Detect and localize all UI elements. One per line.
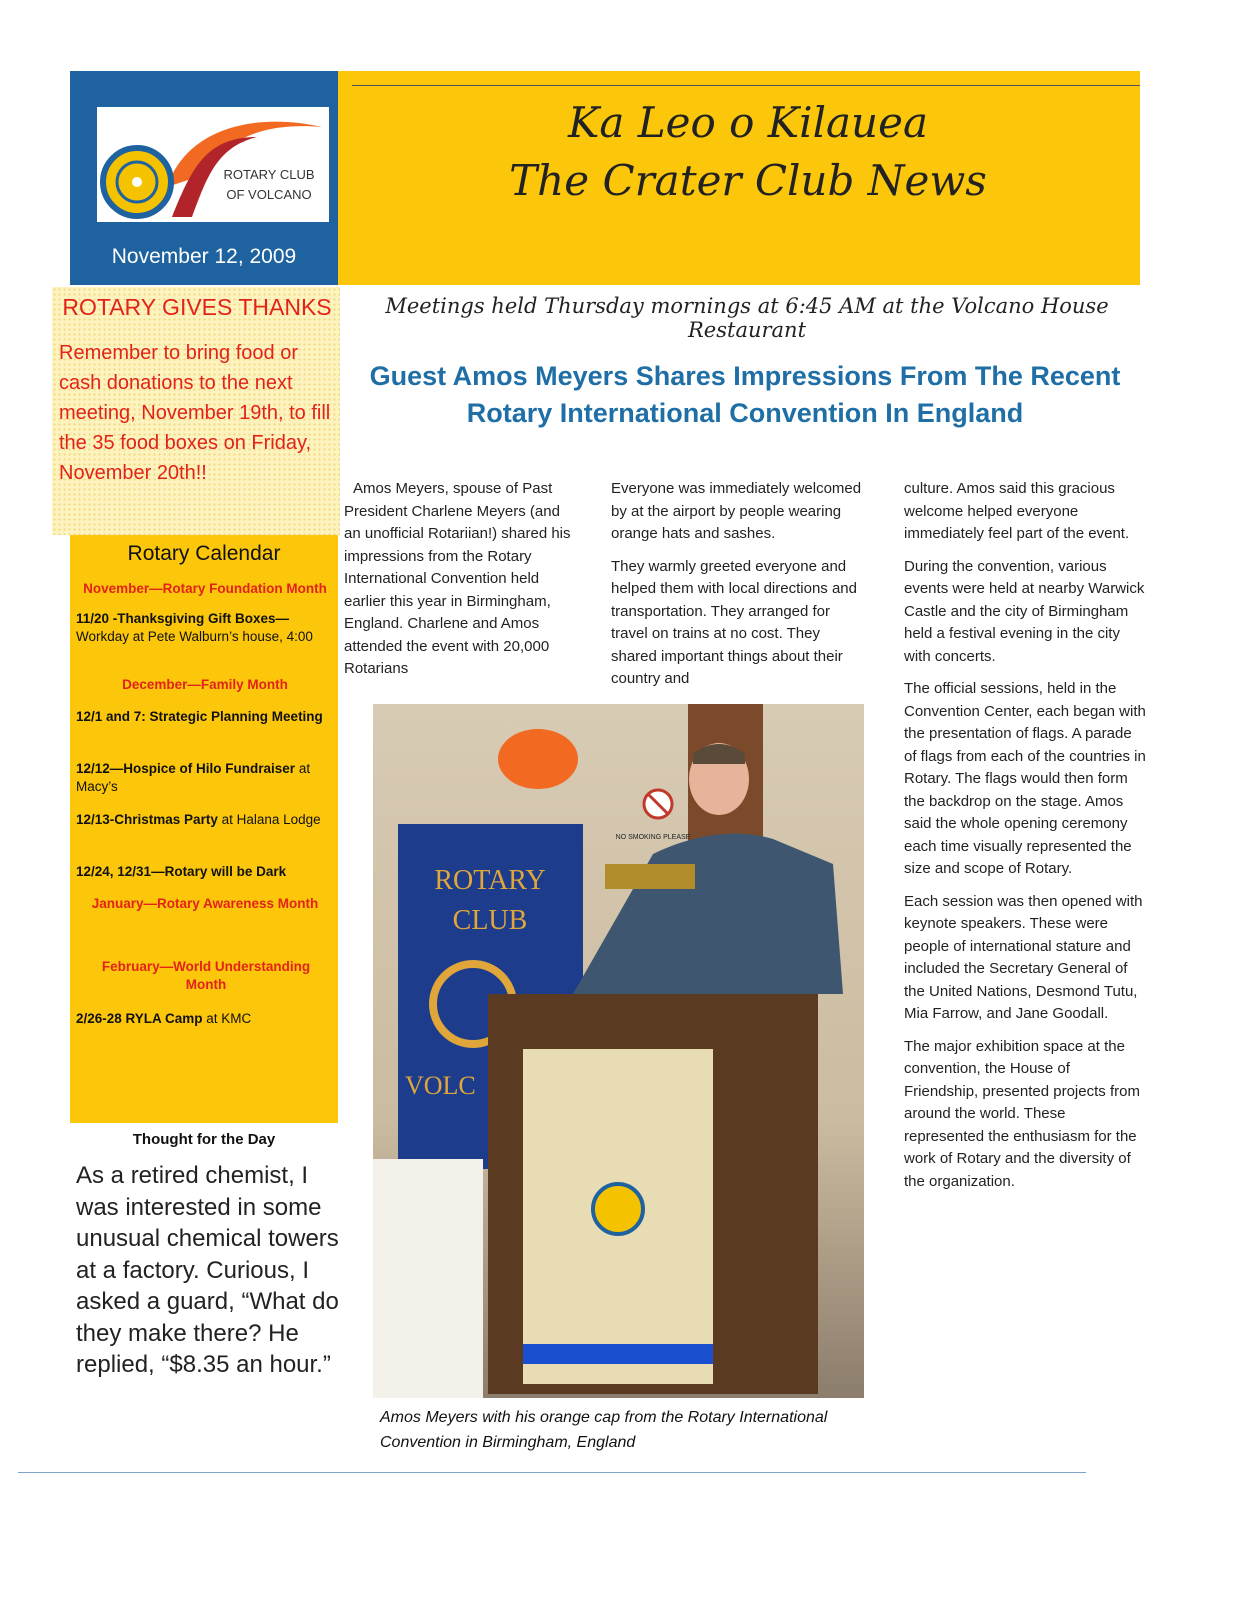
event-detail: at KMC	[202, 1011, 252, 1026]
calendar-month: December—Family Month	[122, 677, 288, 692]
paragraph: Amos Meyers, spouse of Past President Charlene Meyers (and an unofficial Rotariian!) shared his impressions from the Rotary International Convention held earlier this year in Birmingham, England. Charlene and Amos attended the event with 20,000 Rotarians	[344, 480, 571, 677]
event-detail: at Macy’s	[76, 761, 311, 794]
calendar-title: Rotary Calendar	[127, 542, 281, 565]
article-column-3	[904, 478, 1146, 1203]
thought-text: As a retired chemist, I was interested in some unusual chemical towers at a factory. Curious, I asked a guard, “What do they make there? He replied, “$8.35 an hour.”	[76, 1162, 339, 1378]
meeting-info: Meetings held Thursday mornings at 6:45 AM at the Volcano House Restaurant	[385, 294, 1109, 342]
article-headline: Guest Amos Meyers Shares Impressions From The Recent Rotary International Convention In England	[369, 361, 1121, 428]
calendar-month: November—Rotary Foundation Month	[83, 581, 327, 596]
paragraph: They warmly greeted everyone and helped them with local directions and transportation. They arranged for travel on trains at no cost. They shared important things about their country and	[611, 557, 857, 687]
svg-text:VOLC: VOLC	[405, 1071, 476, 1100]
calendar-event	[76, 610, 334, 646]
event-title: 12/1 and 7: Strategic Planning Meeting	[76, 709, 323, 724]
svg-text:CLUB: CLUB	[452, 905, 528, 936]
footer-divider	[18, 1472, 1086, 1473]
paragraph: The official sessions, held in the Convention Center, each began with the presentation of flags. A parade of flags from each of the countries in Rotary. The flags would then form the backdrop on the stage. Amos said the whole opening ceremony each time visually represented the size and scope of Rotary.	[904, 680, 1146, 877]
svg-text:OF VOLCANO: OF VOLCANO	[226, 187, 312, 202]
calendar-event	[76, 1010, 334, 1028]
article-column-2	[611, 478, 867, 701]
calendar-month: January—Rotary Awareness Month	[91, 896, 319, 911]
event-title: 11/20 -Thanksgiving Gift Boxes—	[76, 611, 290, 626]
article-column-1	[344, 478, 580, 691]
calendar-month: February—World Understanding Month	[101, 959, 311, 992]
paragraph: Everyone was immediately welcomed by at the airport by people wearing orange hats and sashes.	[611, 480, 862, 542]
no-smoking-sign-text: NO SMOKING PLEASE	[615, 834, 691, 841]
divider	[352, 85, 1140, 86]
event-title: 12/24, 12/31—Rotary will be Dark	[76, 864, 287, 879]
paragraph: culture. Amos said this gracious welcome helped everyone immediately feel part of the event.	[904, 480, 1130, 542]
banner-text: ROTARY	[434, 865, 546, 896]
paragraph: During the convention, various events were held at nearby Warwick Castle and the city of Birmingham held a festival evening in the city with concerts.	[904, 557, 1145, 665]
event-detail: at Halana Lodge	[217, 812, 321, 827]
thanks-title: ROTARY GIVES THANKS	[62, 294, 332, 320]
thanks-body: Remember to bring food or cash donations to the next meeting, November 19th, to fill the 35 food boxes on Friday, November 20th!!	[59, 342, 331, 484]
event-detail: Workday at Pete Walburn’s house, 4:00	[76, 629, 313, 644]
event-title: 12/12—Hospice of Hilo Fundraiser	[76, 761, 296, 776]
calendar-event	[76, 863, 334, 881]
newsletter-title: Ka Leo o Kilauea	[567, 98, 928, 147]
paragraph: Each session was then opened with keynote speakers. These were people of international stature and included the Secretary General of the United Nations, Desmond Tutu, Mia Farrow, and Jane Goodall.	[904, 892, 1143, 1022]
event-title: 12/13-Christmas Party	[76, 812, 218, 827]
photo-caption: Amos Meyers with his orange cap from the Rotary International Convention in Birmingham, England	[380, 1409, 828, 1451]
calendar-event	[76, 811, 334, 829]
svg-text:ROTARY CLUB: ROTARY CLUB	[223, 167, 315, 182]
calendar-event	[76, 708, 334, 726]
issue-date: November 12, 2009	[111, 245, 297, 268]
paragraph: The major exhibition space at the convention, the House of Friendship, presented projects from around the world. These represented the enthusiasm for the work of Rotary and the diversity of the organization.	[904, 1037, 1140, 1190]
newsletter-subtitle: The Crater Club News	[509, 156, 987, 205]
event-title: 2/26-28 RYLA Camp	[76, 1011, 203, 1026]
article-photo	[373, 704, 864, 1398]
thought-heading: Thought for the Day	[132, 1131, 276, 1148]
calendar-event	[76, 760, 334, 796]
club-logo	[97, 107, 329, 222]
